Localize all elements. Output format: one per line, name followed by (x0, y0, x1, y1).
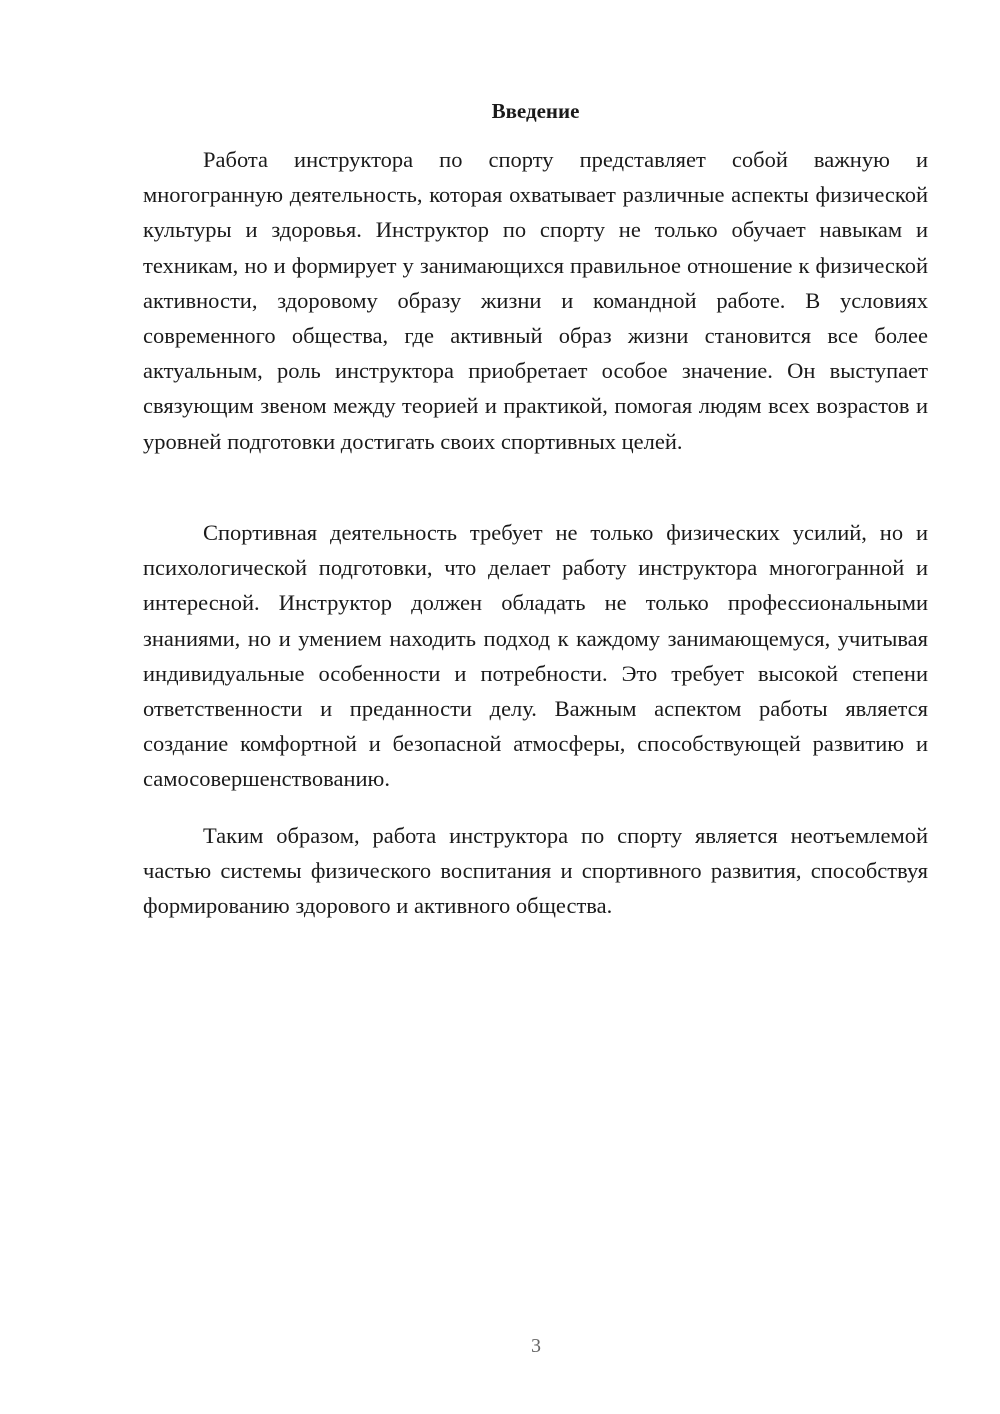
section-heading: Введение (491, 99, 580, 123)
page-number: 3 (531, 1335, 541, 1357)
paragraph-3: Таким образом, работа инструктора по спорту является неотъемлемой частью системы физического воспитания и спортивного развития, способствуя формированию здорового и активного общества. (143, 823, 928, 919)
paragraph-2: Спортивная деятельность требует не только физических усилий, но и психологической подготовки, что делает работу инструктора многогранной и интересной. Инструктор должен обладать не только профессиональными знаниями, но и умением находить подход к каждому занимающемуся, учитывая индивидуальные особенности и потребности. Это требует высокой степени ответственности и преданности делу. Важным аспектом работы является создание комфортной и безопасной атмосферы, способствующей развитию и самосовершенствованию. (143, 520, 928, 792)
paragraph-1: Работа инструктора по спорту представляет собой важную и многогранную деятельность, которая охватывает различные аспекты физической культуры и здоровья. Инструктор по спорту не только обучает навыкам и техникам, но и формирует у занимающихся правильное отношение к физической активности, здоровому образу жизни и командной работе. В условиях современного общества, где активный образ жизни становится все более актуальным, роль инструктора приобретает особое значение. Он выступает связующим звеном между теорией и практикой, помогая людям всех возрастов и уровней подготовки достигать своих спортивных целей. (143, 147, 928, 454)
